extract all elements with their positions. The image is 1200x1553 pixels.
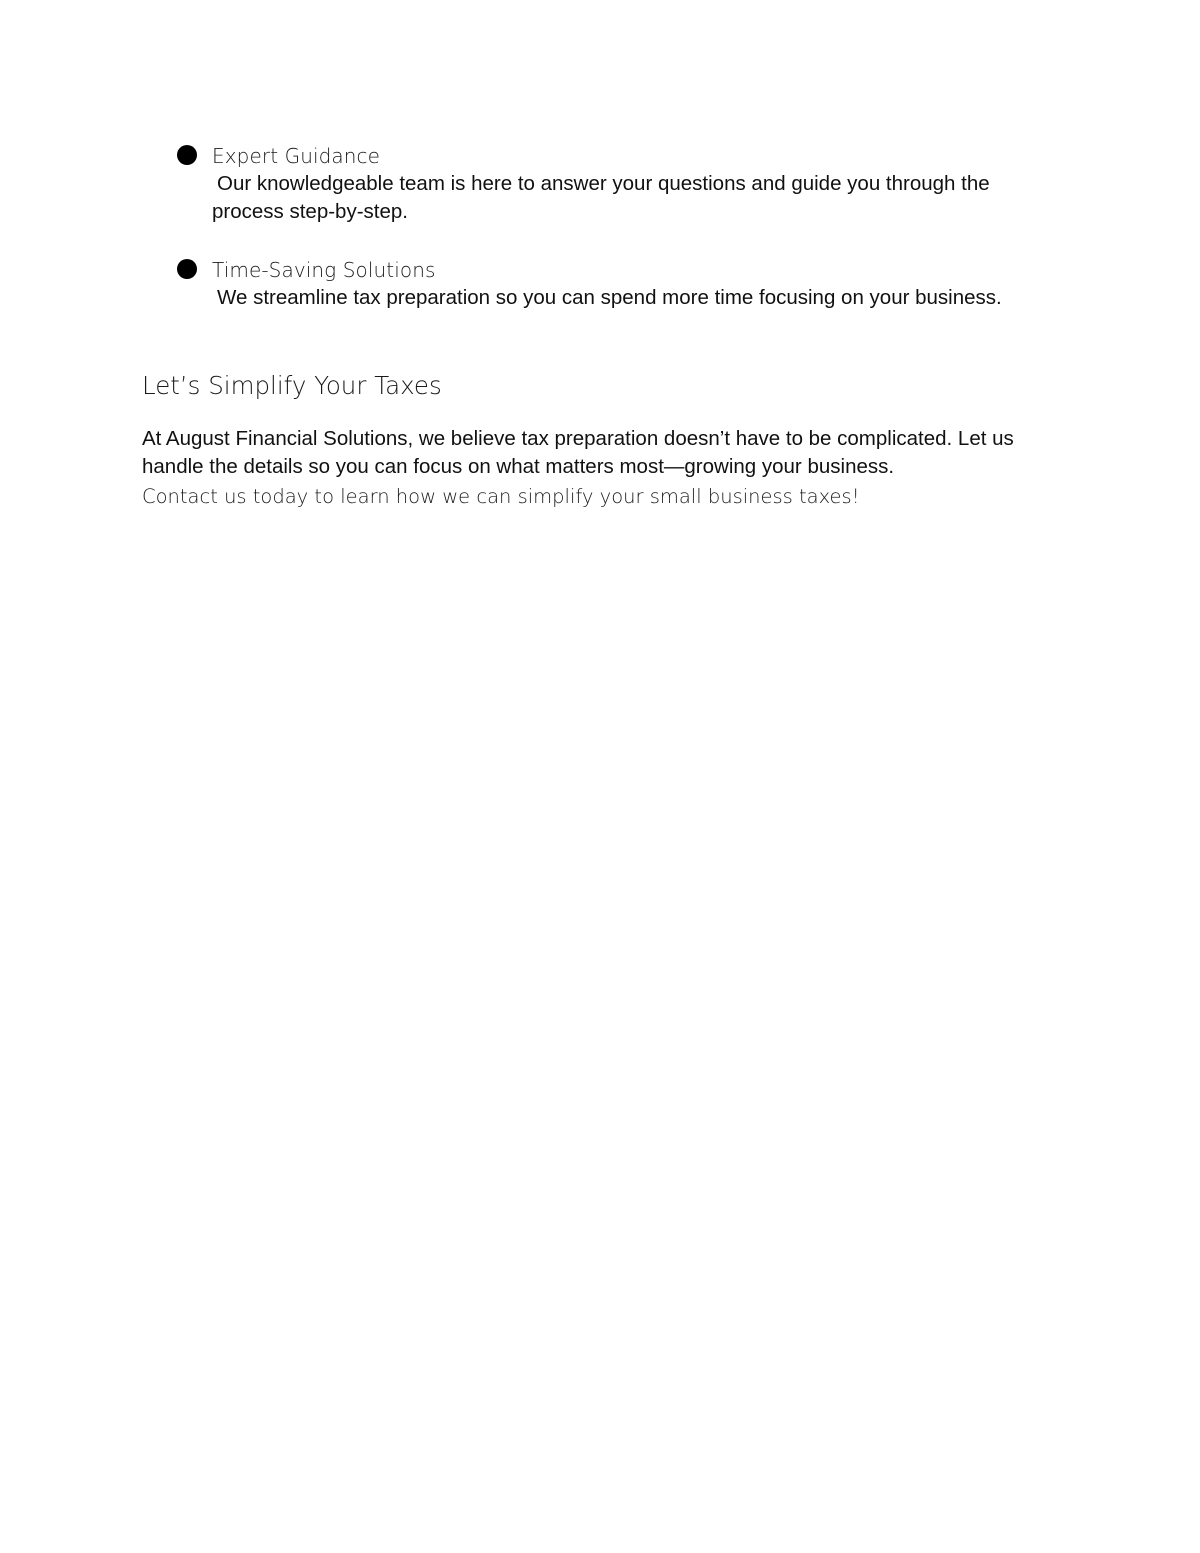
benefits-list xyxy=(142,142,1062,342)
list-item xyxy=(142,256,1062,312)
benefit-description: We streamline tax preparation so you can spend more time focusing on your business. xyxy=(217,286,1002,309)
call-to-action-text: Contact us today to learn how we can simplify your small business taxes! xyxy=(142,485,860,508)
bullet-icon xyxy=(177,259,197,279)
list-item xyxy=(142,142,1062,226)
benefit-title: Time-Saving Solutions xyxy=(212,258,436,282)
closing-paragraph: At August Financial Solutions, we believe tax preparation doesn’t have to be complicated. Let us handle the details so you can focus on what matters most—growing your business. xyxy=(142,427,1014,478)
bullet-icon xyxy=(177,145,197,165)
section-heading: Let’s Simplify Your Taxes xyxy=(142,371,442,400)
benefit-description: Our knowledgeable team is here to answer your questions and guide you through the process step-by-step. xyxy=(212,172,990,223)
benefit-title: Expert Guidance xyxy=(212,144,381,168)
